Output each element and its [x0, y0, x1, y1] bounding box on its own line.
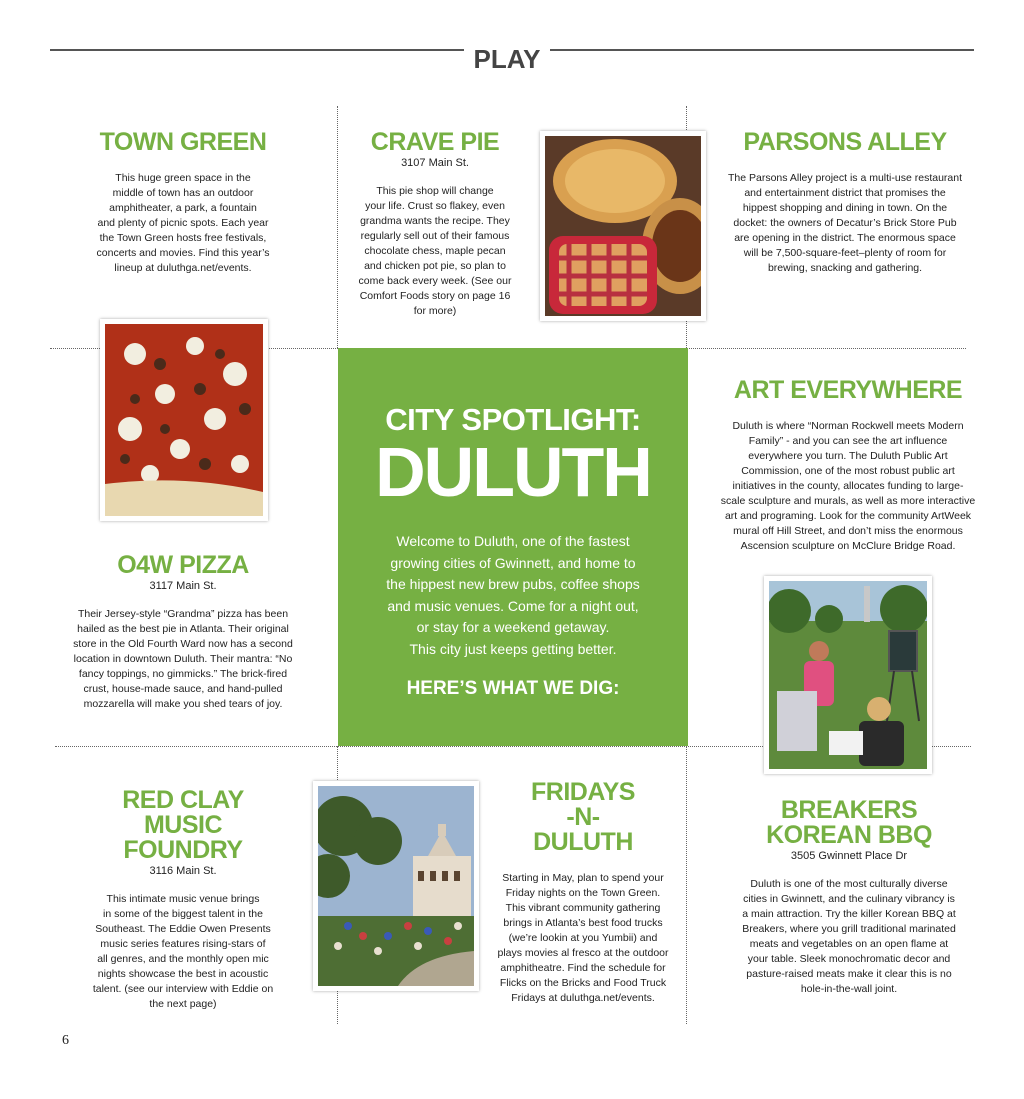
spotlight-intro: Welcome to Duluth, one of the fastest growing cities of Gwinnett, and home to the hippest new brew pubs, coffee shops and music venues. Come for a night out, or stay for a weekend getaway. This city just keeps getting better. [386, 533, 640, 657]
o4w-pizza-title: O4W PIZZA [117, 551, 249, 579]
red-clay-title: RED CLAY MUSIC FOUNDRY [122, 786, 244, 864]
crave-pie-block [345, 130, 525, 319]
crave-pie-body: This pie shop will change your life. Crust so flakey, even grandma wants the recipe. They regularly sell out of their famous chocolate chess, maple pecan and chicken pot pie, so plan to come back every week. (See our Comfort Foods story on page 16 for more) [358, 185, 512, 317]
red-clay-block [90, 788, 276, 1012]
section-title: PLAY [473, 44, 541, 74]
fridays-block [495, 780, 671, 1006]
fridays-title: FRIDAYS -N- DULUTH [531, 778, 635, 856]
art-everywhere-body: Duluth is where “Norman Rockwell meets Modern Family” - and you can see the art influence everywhere you turn. The Duluth Public Art Commission, one of the most robust public art initiatives in the county, allocates funding to large- scale sculpture and murals, as well as more interactive art and programing. Look for the community ArtWeek mural off Hill Street, and don’t miss the enormous Ascension sculpture on McClure Bridge Road. [720, 420, 976, 552]
crave-pie-address: 3107 Main St. [401, 157, 469, 169]
page-number: 6 [62, 1033, 69, 1048]
crave-pie-title: CRAVE PIE [370, 128, 500, 156]
header-rule-right [550, 49, 974, 51]
art-everywhere-title: ART EVERYWHERE [733, 376, 963, 404]
breakers-body: Duluth is one of the most culturally diverse cities in Gwinnett, and the culinary vibrancy is a main attraction. Try the killer Korean BBQ at Breakers, where you grill traditional marinated meats and vegetables on an open flame at your table. Sleek monochromatic decor and pasture-raised meats make it clear this is no hole-in-the-wall joint. [742, 878, 956, 995]
o4w-pizza-body: Their Jersey-style “Grandma” pizza has been hailed as the best pie in Atlanta. Their original store in the Old Fourth Ward now has a second location in downtown Duluth. Their mantra: “No fancy toppings, no gimmicks.” The brick-fired crust, house-made sauce, and hand-pulled mozzarella will make you shed tears of joy. [73, 608, 293, 710]
breakers-block [730, 798, 968, 997]
spotlight-cta: HERE’S WHAT WE DIG: [406, 678, 620, 699]
town-green-block [90, 130, 276, 276]
town-green-body: This huge green space in the middle of town has an outdoor amphitheater, a park, a fountain and plenty of picnic spots. Each year the Town Green hosts free festivals, concerts and movies. Find this year’s lineup at duluthga.net/events. [96, 172, 270, 274]
fridays-body: Starting in May, plan to spend your Friday nights on the Town Green. This vibrant community gathering brings in Atlanta’s best food trucks (we’re lookin at you Yumbii) and plays movies al fresco at the outdoor amphitheatre. Find the schedule for Flicks on the Bricks and Food Truck Fridays at duluthga.net/events. [497, 872, 669, 1004]
pizza-photo [100, 319, 268, 521]
header-rule-left [50, 49, 464, 51]
art-painting-photo [764, 576, 932, 774]
art-everywhere-block [720, 378, 976, 554]
spotlight-city: DULUTH [375, 433, 651, 511]
pie-photo [540, 131, 706, 321]
town-green-title: TOWN GREEN [99, 128, 267, 156]
o4w-pizza-address: 3117 Main St. [149, 580, 217, 592]
grid-divider [337, 106, 338, 348]
town-green-event-photo [313, 781, 479, 991]
parsons-alley-title: PARSONS ALLEY [743, 128, 947, 156]
parsons-alley-block [722, 130, 968, 276]
spotlight-kicker: CITY SPOTLIGHT: [385, 402, 641, 437]
red-clay-body: This intimate music venue brings in some of the biggest talent in the Southeast. The Eddie Owen Presents music series features rising-stars of all genres, and the monthly open mic nights showcase the best in acoustic talent. (see our interview with Eddie on the next page) [92, 893, 274, 1010]
breakers-title: BREAKERS KOREAN BBQ [766, 796, 932, 849]
red-clay-address: 3116 Main St. [149, 865, 217, 877]
o4w-pizza-block [70, 553, 296, 712]
city-spotlight-panel [338, 348, 688, 746]
parsons-alley-body: The Parsons Alley project is a multi-use restaurant and entertainment district that promises the hippest shopping and dining in town. On the docket: the owners of Decatur’s Brick Store Pub are opening in the district. The enormous space will be 7,500-square-feet–plenty of room for brewing, snacking and gathering. [727, 172, 963, 274]
breakers-address: 3505 Gwinnett Place Dr [790, 850, 908, 862]
grid-divider [686, 746, 687, 1024]
